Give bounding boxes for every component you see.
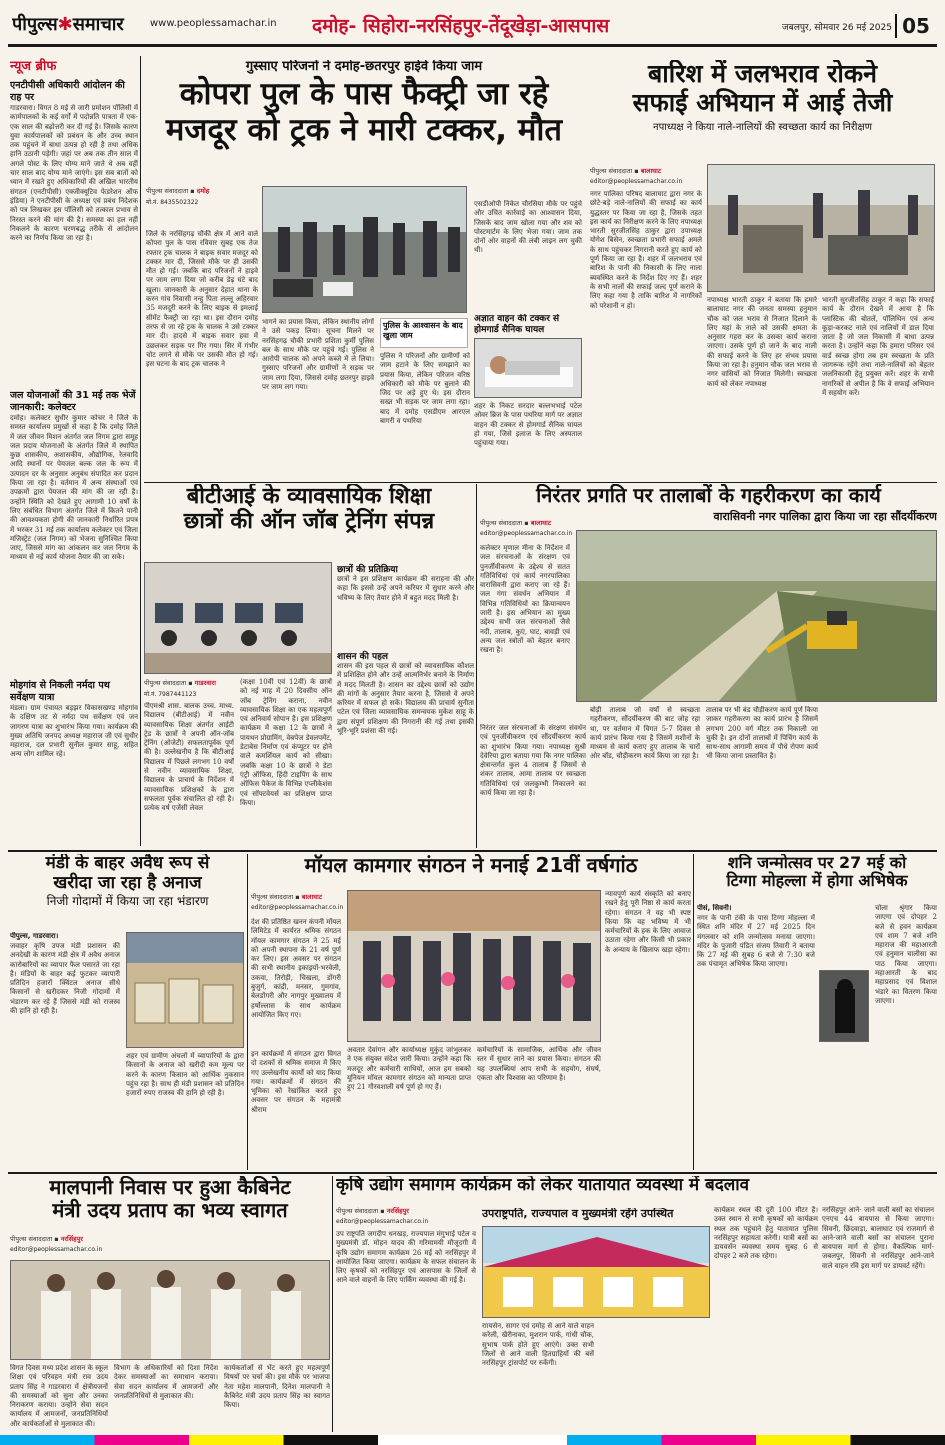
byline: पीपुल्स संवाददाता ▪ दमोह: [146, 187, 210, 195]
drain-cleaning-photo: [707, 164, 935, 292]
story-text: शहर के निकट सरदार बल्लभभाई पटेल ओवर ब्रिज के पास पथरिया मार्ग पर अज्ञात वाहन की टक्कर से होमगार्ड सैनिक घायल हो गया, जिसे इलाज के लिए अस्पताल पहुंचाया गया।: [474, 402, 582, 448]
story-text: कार्यक्रम स्थल की दूरी 100 मीटर है। उक्त स्थान से सभी कृषकों को कार्यक्रम स्थल तक पहुंचाने हेतु यातायात पुलिस नरसिंहपुर सहायता करेगी। यात्री बसों का डायवर्सन व्यवस्था समय सुबह 6 से दोपहर 2 बजे तक रहेगा।: [714, 1206, 818, 1261]
story-text: इन कार्यक्रमों में संगठन द्वारा विगत दो दशकों से श्रमिक समाज में किए गए उल्लेखनीय कार्यों को याद किया गया। कार्यक्रमों में संगठन की भूमिका को रेखांकित करते हुए अवसर पर संगठन के महामंत्री श्रीराम: [251, 1050, 341, 1114]
story-text: राायसेन, सागर एवं दमोह से आने वाले वाहन करेली, खैरीनाका, मुशरान पार्क, गांधी चौक, सुभाष पार्क होते हुए आएंगे। उक्त सभी जिलों से आने वाली हितग्राहियों की बसें नरसिंहपुर ट्रांसपोर्ट पर रुकेंगी।: [482, 1322, 594, 1368]
story-headline: बारिश में जलभराव रोकने: [648, 60, 877, 88]
brief-item-text: गाडरवारा। विगत 8 मई से जारी प्रमोशन पॉलिसी में कार्मपालकों के कई वर्गों में पदोन्नति पात्रता में एक-एक साल की बढ़ोत्तरी कर दी गई है। जिसके कारण युवा कार्यपालकों को प्रबंधन के और उच्च स्थान तक पहुंचने में बाधा उत्पन्न हो रही है तथा अधिक हानि उठानी पड़ेगी। जहां पर अब तक तीन साल में अगले पोस्ट के लिए योग्य माने जाते थे अब वहीं चार साल बाद योग्य माने जाएंगे। इस सब बातों को ध्यान में रखते हुए अधिकारियों की अखिल भारतीय संगठन (एनटीपीसी) एक्जीक्यूटिव फेडरेशन ऑफ इंडिया) ने एनटीपीसी के अध्यक्ष एवं प्रबंध निदेशक को पत्र लिखकर इस पॉलिसी को तत्काल प्रभाव से निरस्त करने की मांग की है। समस्या का हल नहीं निकलने के कारण चरणबद्ध तरीके से आंदोलन करने का निर्णय किया जा रहा है।: [10, 104, 138, 243]
story-subhead: वारासिवनी नगर पालिका द्वारा किया जा रहा सौंदर्यीकरण: [713, 510, 937, 523]
byline: पीपुल्स संवाददाता ▪ गाडरवारा: [144, 679, 216, 687]
crowd-photo-illustration: [263, 187, 467, 313]
story-text: कार्यकर्ताओं से भेंट करते हुए महत्वपूर्ण विषयों पर चर्चा की। इस मौके पर भाजपा नेता महेश मालपानी, दिनेश मालपानी ने कैबिनेट मंत्री उदय प्रताप सिंह का स्वागत किया।: [224, 1364, 330, 1410]
story-text: नरसिंहपुर आने- जाने वाली बसों का संचालन एनएच 44 बायपास से किया जाएगा। सिवनी, छिंदवाड़ा, बालाघाट एवं राजमार्ग से आने-जाने वाली बसों का संचालन पुराना बायपास मार्ग से होगा। वैकल्पिक मार्ग- जबलपुर, सिवनी से नरसिंहपुर आने-जाने वाले वाहन रवि इस मार्ग पर डायवर्ट रहेंगे।: [822, 1206, 934, 1270]
story-text: भारती सुरजीतसिंह ठाकुर ने कहा कि सफाई कार्य के दौरान देखने में आया है कि प्लास्टिक की बोतलें, पॉलिथिन एवं अन्य कूड़ा-करकट नाले एवं नालियों में डाल दिया जाता है जो जल निकासी में बाधा उत्पन्न करता है। उन्होंने कहा कि हमारा परिसर एवं वार्ड स्वच्छ होगा तब हम स्वच्छता के प्रति जागरूक रहेंगे तथा नाले-नालियों को बेहतर जलनिकासी हेतु प्रयुक्त करें। शहर के सभी नागरिकों से अपील है कि वे सफाई अभियान में सहयोग करें।: [822, 296, 934, 397]
story-text: तालाब पर भी बंड चौड़ीकरण कार्य पूर्ण किया जाकर गहरीकरण का कार्य प्रारंभ है जिसमें लगभग 200 वर्ग मीटर तक निकाली जा चुकी है। इन दोनों तालाबों में पिचिंग कार्य के साथ-साथ आगामी समय में पौधे रोपण कार्य भी किया जाना प्रस्तावित है।: [706, 706, 818, 761]
brief-item-title: जल योजनाओं की 31 मई तक भेजें जानकारी: कलेक्टर: [10, 390, 136, 413]
group-celebration-illustration: [348, 891, 601, 1042]
story-traffic-diversion: [336, 1176, 936, 1432]
story-headline: मंत्री उदय प्रताप का भव्य स्वागत: [52, 1198, 288, 1222]
minister-photo: [10, 1260, 330, 1360]
training-photo: [144, 562, 332, 674]
story-headline: सफाई अभियान में आई तेजी: [632, 87, 893, 117]
story-pond-deepening: [480, 484, 937, 848]
photo-caption: पुलिस के आश्वासन के बाद खुला जाम: [380, 318, 468, 348]
story-text: कलेक्टर मृणाल मीना के निर्देशन में जल संरचनाओं के संरक्षण एवं पुनर्जीवीकरण के उद्देश्य से सतत गतिविधियां एवं कार्य नगरपालिका वारासिवनी द्वारा कराए जा रहे हैं। जल गंगा संवर्धन अभियान में विभिन्न गतिविधियों का क्रियान्वयन जारी है। इस अभियान का मुख्य उद्देश्य सभी जल संरचनाओं जैसे नदी, तालाब, कुएं, घाट, बावड़ी एवं अन्य जल स्त्रोतों को बेहतर बनाए रखना है।: [480, 544, 570, 655]
venue-tent-illustration: [483, 1227, 710, 1318]
grain-photo: [126, 932, 244, 1048]
event-venue-photo: [482, 1226, 710, 1318]
story-headline: मंडी के बाहर अवैध रूप से: [45, 854, 210, 873]
mobile: मो.नं. 8435502322: [146, 199, 199, 206]
story-headline: मॉयल कामगार संगठन ने मनाई 21वीं वर्षगांठ: [304, 854, 638, 877]
story-headline: छात्रों की ऑन जॉब ट्रेनिंग संपन्न: [183, 509, 435, 535]
grain-sacks-illustration: [127, 933, 244, 1048]
email: editor@peoplessamachar.co.in: [590, 178, 683, 185]
brief-item-text: मंडला। ग्राम पंचायत बड़झर विकासखण्ड मोहगांव के दक्षिण तट से नर्मदा पथ सर्वेक्षण एवं जन जागरण यात्रा का शुभारंभ किया गया। कार्यक्रम की मुख्य अतिथि जनपद अध्यक्ष महाराज जी एवं सुधीर महाराज, दल प्रभारी सुनील कुमार साहू, सहित अन्य लोग शामिल रहे।: [10, 704, 138, 759]
brief-item-title: एनटीपीसी अधिकारी आंदोलन की राह पर: [10, 80, 125, 103]
story-subhead: उपराष्ट्रपति, राज्यपाल व मुख्यमंत्री रहेंगे उपस्थित: [482, 1208, 674, 1220]
email: editor@peoplessamachar.co.in: [10, 1246, 103, 1253]
story-text: शहर एवं ग्रामीण अंचलों में व्यापारियों के द्वारा किसानों के अनाज को खरीदी कम मूल्य पर करने के कारण किसान को आर्थिक नुकसान पहुंच रहा है। साथ ही मंडी प्रशासन को प्रतिदिन हजारों रुपए राजस्व की हानि हो रही है।: [126, 1052, 244, 1098]
story-headline: बीटीआई के व्यावसायिक शिक्षा: [186, 484, 432, 509]
story-headline: निरंतर प्रगति पर तालाबों के गहरीकरण का कार्य: [536, 484, 881, 507]
byline: पीपुल्स संवाददाता ▪ बालाघाट: [251, 893, 323, 901]
dateline: पीसं, सिवनी।: [697, 904, 732, 912]
email: editor@peoplessamachar.co.in: [480, 530, 573, 537]
story-text: नगर पालिका परिषद बालाघाट द्वारा नगर के छोटे-बड़े नाले-नालियों की सफाई का कार्य युद्धस्तर पर किया जा रहा है, जिसके तहत इस कार्य का निरीक्षण करने के लिए नपाध्यक्ष भारती सुरजीतसिंह ठाकुर द्वारा उपाध्यक्ष योगेश बिसेन, स्वच्छता प्रभारी सफाई अमले के साथ पहुंचकर निगरानी करते हुए कार्य को पूर्ण किया जा रहा है। शहर में जलभराव एवं बारिश के पानी की निकासी के लिए नाला ब्यवस्थित करने के निर्देश दिए गए हैं। शहर के सभी नालों की सफाई जल्द पूर्ण कराने के लिए कहा गया है ताकि बारिश में नागरिकों को परेशानी न हो।: [590, 190, 702, 310]
story-shani-jayanti: [697, 854, 937, 1170]
story-highway-accident: [144, 60, 584, 480]
injured-soldier-photo: [474, 338, 582, 398]
section-title: दमोह- सिहोरा-नरसिंहपुर-तेंदूखेड़ा-आसपास: [312, 15, 610, 37]
byline: पीपुल्स संवाददाता ▪ बालाघाट: [590, 167, 662, 175]
email: editor@peoplessamachar.co.in: [251, 904, 344, 911]
story-text: एसडीओपी निकेत चौरसिया मौके पर पहुंचे और उचित कार्रवाई का आश्वासन दिया, जिसके बाद जाम खोला गया और शव को पोस्टमार्टम के लिए भेजा गया। जाम तक दोनों ओर वाहनों की लंबी लाइन लग चुकी थी।: [474, 200, 582, 255]
story-text: विभाग के अधिकारियों को दिशा निर्देश देकर समस्याओं का समाधान कराया। सेवा सदन कार्यालय में आमजनों और जनप्रतिनिधियों से मुलाकात की।: [114, 1364, 218, 1400]
story-text: नपाध्यक्ष भारती ठाकुर ने बताया कि हमारे बालाघाट नगर की जनता समस्या हनुमान चौक को जल भराव से निजात दिलाने के लिए यहां के नाले को उसकी क्षमता के अनुसार गहरा कर के उसका कार्य कराना जाएगा। उसके पूर्ण हो जाने के बाद नाली की सफाई करने के लिए हर संभव प्रयास किया जा रहा है। हनुमान चौक जल भराव से नगर वासियों को निजात मिलेगी। स्वच्छता कार्य को लेकर नपाध्यक्ष: [707, 296, 817, 388]
union-celebration-photo: [347, 890, 601, 1042]
pond-excavation-illustration: [577, 531, 937, 702]
story-text: चोला श्रृंगार किया जाएगा एवं दोपहर 2 बजे से हवन कार्यक्रम एवं शाम 7 बजे शनि महाराज की महाआरती एवं हनुमान चालीसा का पाठ किया जाएगा। महाआरती के बाद महाप्रसाद एवं विशाल भंडारे का वितरण किया जाएगा।: [875, 904, 937, 1005]
story-text: जवाहर कृषि उपज मंडी प्रशासन की अनदेखी के कारण मंडी क्षेत्र में अवैध अनाज कारोबारियों का व्यापार फैल पसारते जा रहा है। मंडियों के बाहर कई फुटकर व्यापारी प्रतिदिन हजारों क्विंटल अनाज सीधे किसानों से खरीदकर निजी गोदामों में भंडारण कर रहे हैं जिससे मंडी को राजस्व की हानि हो रही है।: [10, 942, 120, 1016]
story-headline: मालपानी निवास पर हुआ कैबिनेट: [49, 1176, 291, 1199]
story-subheadline: छात्रों की प्रतिक्रिया: [337, 565, 398, 575]
story-headline: टिग्गा मोहल्ला में होगा अभिषेक: [726, 871, 908, 891]
excavator-photo: [576, 530, 937, 702]
newspaper-logo: [12, 12, 152, 38]
email: editor@peoplessamachar.co.in: [336, 1218, 429, 1225]
story-headline: खरीदा जा रहा है अनाज: [53, 872, 202, 893]
story-minister-welcome: [10, 1176, 330, 1432]
brief-item-text: दमोह। कलेक्टर सुधीर कुमार कोचर ने जिले के समस्त कार्यालय प्रमुखों से कहा है कि दमोह जिले में जल जीवन मिशन अंतर्गत जल निगम द्वारा समूह जल प्रदाय योजनाओं के अंतर्गत जिले में स्थापित कुछ शासकीय, अशासकीय, औद्योगिक, रेलवादि आदि स्थानों पर पेयजल बल्क जल के रूप में उत्पादन दर के अनुसार अनुबंध संपादित कर प्रदान किया जा रहा है। वर्तमान में अन्य संस्थाओं एवं उपक्रमों द्वारा पेयजल की मांग की जा रही है। उन्होंने स्थिति को देखते हुए आगामी 10 वर्षों के लिए संबंधित विभाग अंतर्गत जिले में कितने पानी की आवश्यकता होगी की जानकारी निर्धारित प्रपत्र में भरकर 31 मई तक कार्यालय कलेक्टर एवं जिला मजिस्ट्रेट (जल निगम) को भेजना सुनिश्चित किया जाए, जिससे मांग का आंकलन कर जल निगम के माध्यम से नई कार्य योजना तैयार की जा सके।: [10, 414, 138, 562]
byline: पीपुल्स संवाददाता ▪ बालाघाट: [480, 519, 552, 527]
story-moil-anniversary: [251, 854, 691, 1170]
logo-text: पीपुल्स✱समाचार: [12, 14, 124, 35]
story-subhead: नपाध्यक्ष ने किया नाले-नालियों की स्वच्छता कार्य का निरीक्षण: [653, 121, 872, 133]
story-text: (कक्षा 10वीं एवं 12वीं) के छात्रों को नई माह में 20 दिवसीय ऑन जॉब ट्रेनिंग कराना, नवीन व्यावसायिक शिक्षा का एक महत्वपूर्ण एवं अनिवार्य सोपान है। इस प्रशिक्षण कार्यक्रम में कक्षा 12 के छात्रों ने पायथन प्रोग्रामिंग, वेबपेज डेवलपमेंट, डेटाबेस निर्माण एवं कंप्यूटर पर होने वाले कमर्शियल कार्य को सीखा। जबकि कक्षा 10 के छात्रों ने डेटा एंट्री ऑफिस, हिंदी टाइपिंग के साथ ऑफिस पैकेज के विभिन्न एप्लीकेशंस एवं सॉफ्टवेयर्स का प्रशिक्षण प्राप्त किया।: [240, 678, 332, 807]
story-subheadline: अज्ञात वाहन की टक्कर से होमगार्ड सैनिक घायल: [474, 314, 560, 335]
story-text: शासन की इस पहल से छात्रों को व्यावसायिक कौशल में प्रशिक्षित होने और उन्हें आत्मनिर्भर बनाने के निर्माण में मदद मिलती है। शासन का उद्देश्य छात्रों को उद्योग की मांगों के अनुसार तैयार करना है, जिससे वे अपने करियर में सफल हो सकें। विद्यालय की प्राचार्य सुनीता पटेल एवं जिला व्यावसायिक समन्वयक मुकेश साहू के द्वारा संपूर्ण प्रशिक्षण की निगरानी की गई तथा इसकी भूरि-भूरि प्रशंसा की गई।: [337, 662, 474, 736]
story-headline: कोपरा पुल के पास फैक्ट्री जा रहे: [179, 75, 549, 112]
dateline: पीपुल्स, गाडरवारा।: [10, 932, 59, 940]
welcome-group-illustration: [11, 1261, 330, 1360]
news-brief-column: [10, 56, 138, 846]
dateline: जबलपुर, सोमवार 26 मई 2025: [782, 23, 892, 33]
accident-protest-photo: [262, 186, 467, 313]
mobile: मो.नं. 7987441123: [144, 691, 197, 698]
story-text: पुलिस ने परिजनों और ग्रामीणों को जाम हटाने के लिए समझाने का प्रयास किया, लेकिन परिजन वरिष्ठ अधिकारी को मौके पर बुलाने की जिद पर अड़े हुए थे। इस दौरान सख्त भी सड़क पर जाम लगा रहा। बाद में दमोह एसडीएम आरएल बागरी व पथरिया: [380, 352, 470, 426]
story-text: बोड़ी तालाब जो वर्षों से स्वच्छता गहरीकरण, सौंदर्यीकरण की बाट जोह रहा था, पर वर्तमान में विगत 5-7 दिवस से कार्य प्रारंभ किया गया है जिसमें मशीनों के माध्यम से कार्य कराए हुए तालाब के चारों ओर बॉड, चौड़ीकरण कार्य किया जा रहा है।: [590, 706, 700, 761]
sidebar-reactions: [337, 562, 474, 846]
story-text: नगर के पानी टंकी के पास टिग्गा मोहल्ला में स्थित शनि मंदिर में 27 मई 2025 दिन मंगलवार को शनि जन्मोत्सव मनाया जाएगा। मंदिर के पुजारी पंडित संजय तिवारी ने बताया कि 27 मई की सुबह 6 बजे से 7:30 बजे तक पंचामृत अभिषेक किया जाएगा।: [697, 914, 815, 969]
story-subhead: निजी गोदामों में किया जा रहा भंडारण: [46, 894, 209, 909]
page-number: 05: [895, 14, 935, 38]
story-illegal-grain: [10, 854, 245, 1170]
story-headline: मजदूर को ट्रक ने मारी टक्कर, मौत: [165, 111, 563, 148]
story-text: उप राष्ट्रपति जगदीप धनखड़, राज्यपाल मंगुभाई पटेल व मुख्यमंत्री डॉ. मोहन यादव की गरिमामयी मौजूदगी में कृषि उद्योग समागम कार्यक्रम 26 मई को नरसिंहपुर में आयोजित किया जाएगा। कार्यक्रम के सफल संचालन के लिए कृषकों को नरसिंहपुर एवं आसपास के जिलों से आने वाले वाहनों के लिए पार्किंग व्यवस्था की गई है।: [336, 1230, 476, 1285]
byline: पीपुल्स संवाददाता ▪ नरसिंहपुर: [10, 1235, 83, 1243]
soldier-story: [474, 314, 582, 478]
cleaning-illustration: [708, 165, 935, 292]
story-text: अवतार देवांगन और कार्याध्यक्ष मुकुंद जांभुलकर ने एक संयुक्त संदेश जारी किया। उन्होंने कहा कि मजदूर और कर्मचारी साथियों, आज हम सबको यूनियन मॉयल कामगार संगठन को मान्यता प्राप्त हुए 21 गौरवशाली वर्ष पूर्ण हो गए हैं।: [347, 1046, 471, 1092]
story-text: कर्मचारियों के सामाजिक, आर्थिक और जीवन स्तर में सुधार लाने का प्रयास किया। संगठन की यह उपलब्धियां आप सभी के सहयोग, संघर्ष, एकता और विश्वास का परिणाम है।: [477, 1046, 601, 1082]
story-text: छात्रों ने इस प्रशिक्षण कार्यक्रम की सराहना की और कहा कि इससे उन्हें अपने करियर में सुधार करने और भविष्य के लिए तैयार होने में बहुत मदद मिली है।: [337, 575, 474, 602]
story-text: देश की प्रतिष्ठित खनन कंपनी मॉयल लिमिटेड में कार्यरत श्रमिक संगठन मॉयल कामगार संगठन ने 25 मई को अपनी स्थापना के 21 वर्ष पूर्ण कर लिए। इस अवसर पर संगठन की सभी स्थानीय इकाइयों-भरवेली, उकवा, तिरोड़ी, चिखला, डोंगरी बुजुर्ग, कांद्री, मनसर, गुमगांव, बेलडोंगरी और नागपुर मुख्यालय में हर्षोल्लास के साथ कार्यक्रम आयोजित किए गए।: [251, 918, 341, 1019]
story-text: पीएमश्री शास. बालक उच्च. माध्य. विद्यालय (बीटीआई) में नवीन व्यावसायिक शिक्षा अंतर्गत आईटी ट्रेड के छात्रों ने अपनी ऑन-जॉब ट्रेनिंग (ओजेटी) सफलतापूर्वक पूर्ण की है। उल्लेखनीय है कि बीटीआई विद्यालय में पिछले लगभग 10 वर्षों से नवीन व्यावसायिक शिक्षा, विद्यालय के प्राचार्य के निर्देशन में व्यावसायिक प्रशिक्षकों के द्वारा सफलता पूर्वक संचालित हो रही है। प्रत्येक वर्ष एजेंसी लेवल: [144, 702, 234, 813]
brief-item-title: मोहगांव से निकली नर्मदा पथ सर्वेक्षण यात्रा: [10, 680, 110, 703]
story-text: जिले के नरसिंहगढ़ चौकी क्षेत्र में आने वाले कोपरा पुल के पास रविवार सुबह एक तेज रफ्तार ट्रक चालक ने बाइक सवार मजदूर को टक्कर मार दी, जिससे मौके पर ही उसकी मौत हो गई। जबकि बाद परिजनों ने हाइवे पर जाम लगा दिया जो करीब डेढ़ घंटे बाद खुला। जानकारी के अनुसार देहात थाना के करन गांव निवासी नन्हु पिता लल्लू अहिरवार 35 मजदूरी करने के लिए बाइक से इमलाई सीमेंट फैक्ट्री जा रहा था। इस दौरान दमोह तरफ से जा रहे ट्रक के चालक ने उसे टक्कर मार दी। हादसे में बाइक सवार हवा में उछलकर सड़क पर गिर गया। सिर में गंभीर चोट लगने से मौके पर उसकी मौत हो गई। इस घटना के बाद ट्रक चालक ने: [146, 230, 258, 369]
masthead: [0, 0, 945, 56]
news-brief-label: न्यूज ब्रीफ: [10, 59, 57, 74]
story-drain-cleaning: [590, 60, 935, 480]
story-text: भागने का प्रयास किया, लेकिन स्थानीय लोगों ने उसे पकड़ लिया। सूचना मिलने पर नरसिंहगढ़ चौकी प्रभारी प्रशिता कुर्मी पुलिस बल के साथ मौके पर पहुंचे गईं। पुलिस ने आरोपी चालक को अपने कब्जे में ले लिया। गुस्साए परिजनों और ग्रामीणों ने सड़क पर जाम लगा दिया, जिससे दमोह छतरपुर हाइवे पर जाम लग गया।: [262, 318, 374, 392]
story-job-training: [144, 484, 474, 848]
story-headline: कृषि उद्योग समागम कार्यक्रम को लेकर यातायात व्यवस्था में बदलाव: [336, 1176, 750, 1195]
byline: पीपुल्स संवाददाता ▪ नरसिंहपुर: [336, 1207, 409, 1215]
story-text: विगत दिवस मध्य प्रदेश शासन के स्कूल शिक्षा एवं परिवहन मंत्री राव उदय प्रताप सिंह ने गाडरवारा में क्षेत्रीयजनों की समस्याओं को सुना और उनका निराकरण कराया। उन्होंने सेवा सदन कार्यालय में आमजनों, जनप्रतिनिधियों और कार्यकर्ताओं से मुलाकात की।: [10, 1364, 108, 1428]
computer-lab-illustration: [145, 563, 332, 674]
story-text: निरंतर जल संरचनाओं के संरक्षण संवर्धन एवं पुनर्जीवीकरण एवं सौंदर्यीकरण कार्य का शुभारंभ किया गया। नपाध्यक्ष सुश्री देवेरिया द्वारा बताया गया कि नगर पालिका क्षेत्रान्तर्गत कुल 4 तालाब हैं जिसमें से शंकर तालाब, आमा तालाब पर स्वच्छता गतिविधियां एवं जलकुम्भी निकालने का कार्य किया जा रहा है।: [480, 724, 586, 798]
story-subheadline: शासन की पहल: [337, 652, 389, 662]
website: www.peoplessamachar.in: [150, 18, 277, 29]
story-kicker: गुस्साए परिजनों ने दमोह-छतरपुर हाईवे किया जाम: [245, 60, 483, 74]
print-color-bar: [0, 1435, 945, 1445]
story-headline: शनि जन्मोत्सव पर 27 मई को: [727, 854, 907, 872]
story-text: न्यायपूर्ण कार्य संस्कृति को बनाए रखने हेतु पूरी निष्ठा से कार्य करता रहेगा। संगठन ने यह भी स्पष्ट किया कि वह भविष्य में भी कर्मचारियों के हक के लिए आवाज उठाता रहेगा और किसी भी प्रकार के अन्याय के खिलाफ खड़ा रहेगा।: [605, 890, 691, 954]
